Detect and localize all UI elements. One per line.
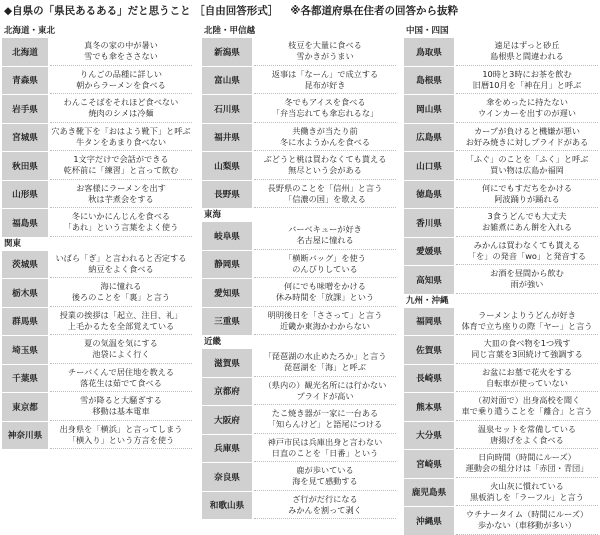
answer-text: 返事は「なーん」で成立する 昆布が好き (254, 67, 396, 95)
column-2 (202, 24, 396, 519)
prefecture-label: 沖縄県 (404, 507, 454, 535)
table-row (404, 365, 598, 393)
table-row (2, 251, 192, 279)
prefecture-label: 香川県 (404, 209, 454, 237)
region-heading: 中国・四国 (406, 26, 449, 36)
prefecture-label: 青森県 (2, 67, 48, 95)
answer-text: 何にでも味噌をかける 休み時間を「放課」という (254, 279, 396, 307)
prefecture-label: 千葉県 (2, 365, 48, 393)
table-row (2, 67, 192, 95)
answer-text: お盆にお墓で花火をする 自転車が使っていない (456, 365, 598, 393)
prefecture-label: 栃木県 (2, 279, 48, 307)
table-row (404, 38, 598, 66)
answer-text: 火山灰に慣れている 黒板消しを「ラーフル」と言う (456, 479, 598, 507)
prefecture-label: 富山県 (202, 67, 252, 95)
prefecture-label: 鹿児島県 (404, 479, 454, 507)
table-row (2, 38, 192, 66)
table-row (202, 308, 396, 336)
table-row (202, 95, 396, 123)
answer-text: 冬にいかにんじんを食べる 「あれ」という言葉をよく使う (50, 209, 192, 237)
answer-text: いばら「ぎ」と言われると否定する 納豆をよく食べる (50, 251, 192, 279)
column-3 (404, 24, 598, 535)
prefecture-label: 奈良県 (202, 463, 252, 491)
answer-text: 神戸市民は兵庫出身と言わない 日直のことを「日番」という (254, 435, 396, 463)
prefecture-label: 熊本県 (404, 393, 454, 421)
prefecture-label: 茨城県 (2, 251, 48, 279)
prefecture-label: 愛知県 (202, 279, 252, 307)
region-heading: 近畿 (204, 337, 222, 347)
prefecture-label: 大分県 (404, 422, 454, 450)
page-note: ※各都道府県在住者の回答から抜粋 (290, 5, 458, 17)
answer-text: 真冬の家の中が暑い 雪でも傘をささない (50, 38, 192, 66)
answer-text: 海に憧れる 後ろのことを「裏」と言う (50, 279, 192, 307)
table-row (2, 279, 192, 307)
answer-text: 日向時間（時間にルーズ） 運動会の組分けは「赤団・青団」 (456, 450, 598, 478)
answer-text: （県内の）観光名所には行かない プライドが高い (254, 378, 396, 406)
answer-text: チーバくんで居住地を教える 落花生は茹でて食べる (50, 365, 192, 393)
answer-text: りんごの品種に詳しい 朝からラーメンを食べる (50, 67, 192, 95)
table-row (2, 393, 192, 421)
table-row (404, 209, 598, 237)
region-heading: 九州・沖縄 (406, 295, 449, 306)
answer-text: 10時と3時にお茶を飲む 旧暦10月を「神在月」と呼ぶ (456, 67, 598, 95)
prefecture-label: 福島県 (2, 209, 48, 237)
table-row (202, 349, 396, 377)
table-row (404, 238, 598, 266)
table-row (404, 479, 598, 507)
table-row (2, 308, 192, 336)
prefecture-label: 三重県 (202, 308, 252, 336)
prefecture-label: 山梨県 (202, 152, 252, 180)
table-row (202, 124, 396, 152)
answer-text: たこ焼き器が一家に一台ある 「知らんけど」と語尾につける (254, 406, 396, 434)
table-row (404, 124, 598, 152)
prefecture-label: 宮崎県 (404, 450, 454, 478)
prefecture-label: 鳥取県 (404, 38, 454, 66)
table-row (404, 67, 598, 95)
prefecture-label: 島根県 (404, 67, 454, 95)
table-row (2, 336, 192, 364)
answer-text: 授業の挨拶は「起立、注目、礼」 上毛かるたを全部覚えている (50, 308, 192, 336)
answer-text: ウチナータイム（時間にルーズ） 歩かない（車移動が多い） (456, 507, 598, 535)
answer-text: 何にでもすだちをかける 阿波踊りが踊れる (456, 181, 598, 209)
table-row (404, 152, 598, 180)
table-row (2, 95, 192, 123)
table-row (404, 450, 598, 478)
table-row (2, 422, 192, 450)
table-row (202, 378, 396, 406)
prefecture-label: 広島県 (404, 124, 454, 152)
answer-text: 「琵琶湖の水止めたろか」と言う 琵琶湖を「海」と呼ぶ (254, 349, 396, 377)
prefecture-label: 埼玉県 (2, 336, 48, 364)
answer-text: 雪が降ると大騒ぎする 移動は基本電車 (50, 393, 192, 421)
prefecture-label: 神奈川県 (2, 422, 48, 450)
answer-text: バーベキューが好き 名古屋に憧れる (254, 222, 396, 250)
table-row (2, 209, 192, 237)
table-row (404, 336, 598, 364)
answer-text: 出身県を「横浜」と言ってしまう 「横入り」という方言を使う (50, 422, 192, 450)
answer-text: 遠足はずっと砂丘 島根県と間違われる (456, 38, 598, 66)
prefecture-label: 長野県 (202, 181, 252, 209)
prefecture-label: 京都府 (202, 378, 252, 406)
answer-text: 明明後日を「ささって」と言う 近畿か東海かわからない (254, 308, 396, 336)
answer-text: 「ふぐ」のことを「ふく」と呼ぶ 買い物は広島か福岡 (456, 152, 598, 180)
prefecture-label: 長崎県 (404, 365, 454, 393)
prefecture-label: 新潟県 (202, 38, 252, 66)
table-row (2, 152, 192, 180)
table-row (404, 308, 598, 336)
prefecture-label: 山口県 (404, 152, 454, 180)
answer-text: お酒を昼間から飲む 雨が強い (456, 266, 598, 294)
prefecture-label: 岩手県 (2, 95, 48, 123)
table-row (404, 422, 598, 450)
answer-text: 鹿が歩いている 海を見て感動する (254, 463, 396, 491)
table-row (202, 181, 396, 209)
table-row (2, 181, 192, 209)
table-row (202, 279, 396, 307)
region-heading: 北陸・甲信越 (204, 26, 256, 36)
answer-text: みかんは買わなくても貰える 「を」の発音「wo」と発音する (456, 238, 598, 266)
prefecture-label: 兵庫県 (202, 435, 252, 463)
region-heading: 北海道・東北 (4, 26, 56, 36)
prefecture-label: 徳島県 (404, 181, 454, 209)
prefecture-label: 愛媛県 (404, 238, 454, 266)
prefecture-label: 東京都 (2, 393, 48, 421)
table-row (2, 365, 192, 393)
prefecture-label: 北海道 (2, 38, 48, 66)
answer-text: カープが負けると機嫌が悪い お好み焼きに対しプライドがある (456, 124, 598, 152)
prefecture-label: 福岡県 (404, 308, 454, 336)
answer-text: 共働きが当たり前 冬に水ようかんを食べる (254, 124, 396, 152)
answer-text: 長野県のことを「信州」と言う 「信濃の国」を歌える (254, 181, 396, 209)
table-row (202, 152, 396, 180)
answer-text: 冬でもアイスを食べる 「弁当忘れても傘忘れるな」 (254, 95, 396, 123)
answer-text: （初対面で）出身高校を聞く 車で乗り遣うことを「離合」と言う (456, 393, 598, 421)
prefecture-label: 高知県 (404, 266, 454, 294)
region-heading: 関東 (4, 238, 22, 249)
prefecture-label: 福井県 (202, 124, 252, 152)
answer-text: ざ行がだ行になる みかんを割って剥く (254, 492, 396, 520)
answer-text: 夏の気温を気にする 池袋によく行く (50, 336, 192, 364)
table-row (202, 38, 396, 66)
answer-text: わんこそばをそれほど食べない 焼肉のシメは冷麺 (50, 95, 192, 123)
table-row (404, 507, 598, 535)
answer-text: ぶどうと桃は買わなくても貰える 無尽という会がある (254, 152, 396, 180)
prefecture-label: 岐阜県 (202, 222, 252, 250)
column-1 (2, 24, 192, 449)
answer-text: 大皿の食べ物を1つ残す 同じ言葉を3回続けて強調する (456, 336, 598, 364)
table-row (404, 266, 598, 294)
page-title: ◆自県の「県民あるある」だと思うこと ［自由回答形式］ (4, 5, 279, 17)
answer-text: 温泉セットを常備している 唐揚げをよく食べる (456, 422, 598, 450)
table-row (202, 67, 396, 95)
prefecture-label: 秋田県 (2, 152, 48, 180)
prefecture-label: 大阪府 (202, 406, 252, 434)
page-header (4, 4, 596, 18)
table-row (404, 393, 598, 421)
answer-text: お客様にラーメンを出す 秋は芋煮会をする (50, 181, 192, 209)
answer-text: 穴あき靴下を「おはよう靴下」と呼ぶ 牛タンをあまり食べない (50, 124, 192, 152)
table-row (202, 492, 396, 520)
table-row (202, 435, 396, 463)
prefecture-label: 滋賀県 (202, 349, 252, 377)
table-row (202, 222, 396, 250)
region-heading: 東海 (204, 210, 222, 220)
answer-text: 「横断バッグ」を使う のんびりしている (254, 251, 396, 279)
prefecture-label: 佐賀県 (404, 336, 454, 364)
prefecture-label: 石川県 (202, 95, 252, 123)
answer-text: 1文字だけで会話ができる 乾杯前に「練習」と言って飲む (50, 152, 192, 180)
table-row (202, 463, 396, 491)
answer-text: 傘をめったに持たない ウインカーを出すのが遅い (456, 95, 598, 123)
prefecture-label: 山形県 (2, 181, 48, 209)
prefecture-label: 静岡県 (202, 251, 252, 279)
answer-text: ラーメンよりうどんが好き 体育で立ち座りの際「ヤー」と言う (456, 308, 598, 336)
answer-text: 3食うどんでも大丈夫 お雑煮にあん餅を入れる (456, 209, 598, 237)
prefecture-label: 宮城県 (2, 124, 48, 152)
table-row (202, 251, 396, 279)
table-row (2, 124, 192, 152)
table-row (202, 406, 396, 434)
answer-text: 枝豆を大量に食べる 雪かきがうまい (254, 38, 396, 66)
prefecture-label: 群馬県 (2, 308, 48, 336)
prefecture-label: 和歌山県 (202, 492, 252, 520)
table-row (404, 95, 598, 123)
table-row (404, 181, 598, 209)
prefecture-label: 岡山県 (404, 95, 454, 123)
